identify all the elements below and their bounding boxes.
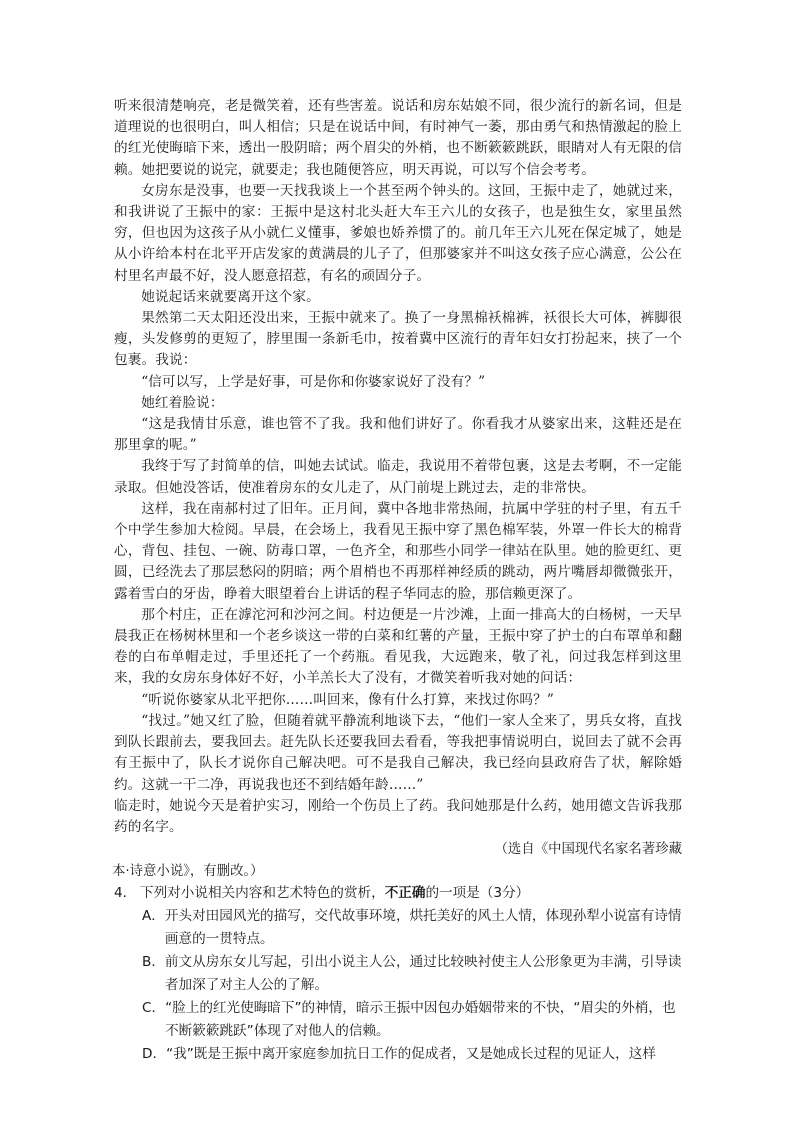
question-number: 4． bbox=[114, 885, 137, 902]
source-citation bbox=[114, 839, 682, 882]
passage-paragraph: 她红着脸说： bbox=[141, 394, 224, 411]
answer-options bbox=[114, 905, 682, 1066]
passage-paragraph: “找过。”她又红了脸，但随着就平静流利地谈下去，“他们一家人全来了，男兵女将，直找到队长跟前去，要我回去。赶先队长还要我回去看看，等我把事情说明白，说回去了就不会再有王振中了，队长才说你自己解决吧。可不是我自己解决，我已经向县政府告了状，解除婚约。这就一干二净，再说我也还不到结婚年龄……” bbox=[114, 712, 682, 793]
passage-paragraph: “听说你婆家从北平把你……叫回来，像有什么打算，来找过你吗？” bbox=[141, 691, 554, 708]
passage-paragraph: 她说起话来就要离开这个家。 bbox=[141, 288, 320, 305]
option-b[interactable] bbox=[142, 951, 682, 997]
option-text: 开头对田园风光的描写，交代故事环境，烘托美好的风土人情，体现孙犁小说富有诗情画意的一贯特点。 bbox=[164, 908, 682, 948]
passage-paragraph: 果然第二天太阳还没出来，王振中就来了。换了一身黑棉袄棉裤，袄很长大可体，裤脚很瘦，头发修剪的更短了，脖里围一条新毛巾，按着冀中区流行的青年妇女打扮起来，挟了一个包裹。我说： bbox=[114, 310, 682, 369]
question-stem-after: 的一项是（3分） bbox=[425, 885, 530, 902]
option-letter: C． bbox=[142, 1000, 166, 1017]
option-text: “我”既是王振中离开家庭参加抗日工作的促成者，又是她成长过程的见证人，这样 bbox=[166, 1046, 656, 1063]
option-c[interactable] bbox=[142, 997, 682, 1043]
option-text: 前文从房东女儿写起，引出小说主人公，通过比较映衬使主人公形象更为丰满，引导读者加深了对主人公的了解。 bbox=[164, 954, 682, 994]
option-letter: A． bbox=[142, 908, 165, 925]
source-line-2: 本·诗意小说》，有删改。） bbox=[112, 863, 264, 879]
question-stem bbox=[114, 882, 682, 905]
option-letter: D． bbox=[142, 1046, 167, 1063]
passage-paragraph: “这是我情甘乐意，谁也管不了我。我和他们讲好了。你看我才从婆家出来，这鞋还是在那里拿的呢。” bbox=[114, 416, 682, 454]
story-passage bbox=[114, 96, 682, 838]
option-letter: B． bbox=[142, 954, 165, 971]
source-line-1: （选自《中国现代名家名著珍藏 bbox=[494, 842, 682, 858]
passage-paragraph: 我终于写了封简单的信，叫她去试试。临走，我说用不着带包裹，这是去考啊，不一定能录取。但她没答话，使准着房东的女儿走了，从门前堤上跳过去，走的非常快。 bbox=[114, 458, 682, 496]
passage-paragraph: 女房东是没事，也要一天找我谈上一个甚至两个钟头的。这回，王振中走了，她就过来，和我讲说了王振中的家：王振中是这村北头赶大车王六儿的女孩子，也是独生女，家里虽然穷，但也因为这孩子从小就仁义懂事，爹娘也娇养惯了的。前几年王六儿死在保定城了，她是从小许给本村在北平开店发家的黄满晨的儿子了，但那婆家并不叫这女孩子应心满意，公公在村里名声最不好，没人愿意招惹，有名的顽固分子。 bbox=[114, 182, 682, 284]
option-d[interactable] bbox=[142, 1043, 682, 1066]
option-a[interactable] bbox=[142, 905, 682, 951]
question-stem-emphasis: 不正确 bbox=[384, 885, 426, 902]
question-4 bbox=[114, 882, 682, 1066]
option-text: “脸上的红光使晦暗下”的神情，暗示王振中因包办婚姻带来的不快，“眉尖的外梢，也不断簌簌跳跃”体现了对他人的信赖。 bbox=[165, 1000, 676, 1040]
passage-paragraph: 临走时，她说今天是着护实习，刚给一个伤员上了药。我问她那是什么药，她用德文告诉我那药的名字。 bbox=[114, 797, 682, 835]
passage-paragraph: 那个村庄，正在滹沱河和沙河之间。村边便是一片沙滩，上面一排高大的白杨树，一天早晨我正在杨树林里和一个老乡谈这一带的白菜和红薯的产量，王振中穿了护士的白布罩单和翻卷的白布单帽走过，手里还托了一个药瓶。看见我，大远跑来，敬了礼，问过我怎样到这里来，我的女房东身体好不好，小羊羔长大了没有，才微笑着听我对她的问话： bbox=[114, 606, 682, 687]
question-stem-before: 下列对小说相关内容和艺术特色的赏析， bbox=[140, 885, 385, 902]
passage-paragraph: 这样，我在南郝村过了旧年。正月间，冀中各地非常热闹，抗属中学驻的村子里，有五千个中学生参加大检阅。早晨，在会场上，我看见王振中穿了黑色棉军装，外罩一件长大的棉背心，背包、挂包、一碗、防毒口罩，一色齐全，和那些小同学一律站在队里。她的脸更红、更圆，已经洗去了那层愁闷的阴暗；两个眉梢也不再那样神经质的跳动，两片嘴唇却微微张开，露着雪白的牙齿，睁着大眼望着台上讲话的程子华同志的脸，那信赖更深了。 bbox=[114, 500, 682, 602]
passage-paragraph: 听来很清楚响亮，老是微笑着，还有些害羞。说话和房东姑娘不同，很少流行的新名词，但是道理说的也很明白，叫人相信；只是在说话中间，有时神气一萎，那由勇气和热情激起的脸上的红光使晦暗下来，透出一股阴暗；两个眉尖的外梢，也不断簌簌跳跃，眼睛对人有无限的信赖。她把要说的说完，就要走；我也随便答应，明天再说，可以写个信会考考。 bbox=[114, 98, 682, 178]
passage-paragraph: “信可以写，上学是好事，可是你和你婆家说好了没有？” bbox=[141, 373, 486, 390]
